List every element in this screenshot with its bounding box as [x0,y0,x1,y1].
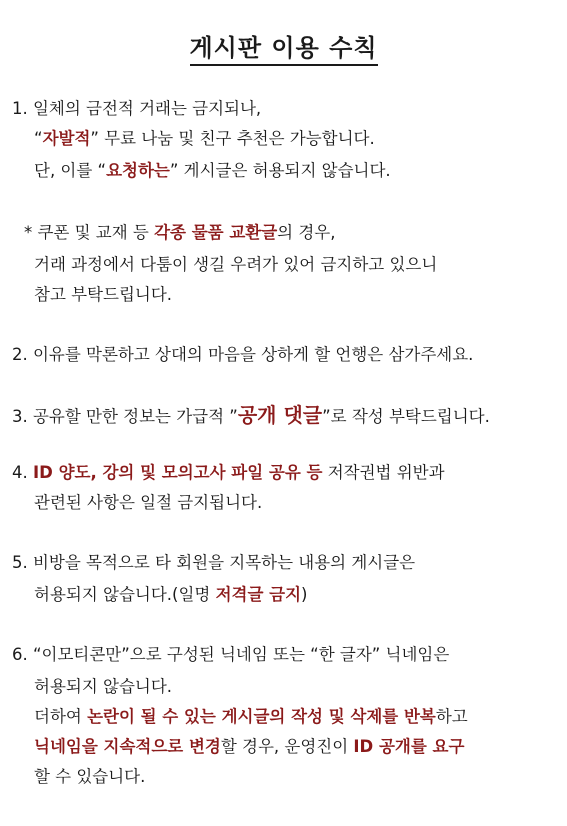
rule-1-highlight-request: 요청하는 [106,161,170,180]
rule-1-text-3a: 단, 이를 “ [34,161,107,180]
rule-6-text-3c: 하고 [435,707,468,726]
rule-4-text-a: 4. [12,463,33,482]
note-text-3: 참고 부탁드립니다. [34,285,173,304]
note-line-3 [34,284,172,306]
rule-1-highlight-voluntary: 자발적 [42,129,91,148]
rule-1-text-2: ” 무료 나눔 및 친구 추천은 가능합니다. [90,129,375,148]
rule-5-text-2c: ) [301,585,308,604]
page-title [0,28,567,63]
rule-3-text-c: ”로 작성 부탁드립니다. [322,407,490,426]
rule-6-text-4b: 할 경우, 운영진이 [220,737,354,756]
rule-6-line-2 [34,676,172,698]
rule-2-text: 2. 이유를 막론하고 상대의 마음을 상하게 할 언행은 삼가주세요. [12,345,474,364]
rule-4-line-2 [34,492,262,514]
rule-1-line-2 [34,128,375,150]
rule-6-text-2: 허용되지 않습니다. [34,677,173,696]
rule-4-text-c: 저작권법 위반과 [322,463,445,482]
rule-6-text: 6. “이모티콘만”으로 구성된 닉네임 또는 “한 글자” 닉네임은 [12,645,450,664]
rule-6-text-3a: 더하여 [34,707,88,726]
rule-1-quote-open: “ [34,129,43,148]
rule-6-line-1 [12,644,449,666]
note-text-1c: 의 경우, [277,223,336,242]
rule-3-line-1 [12,404,490,428]
rule-1-line-3 [34,160,391,182]
rule-3-text-a: 3. 공유할 만한 정보는 가급적 ” [12,407,238,426]
note-text-1a: * 쿠폰 및 교재 등 [24,223,155,242]
note-text-2: 거래 과정에서 다툼이 생길 우려가 있어 금지하고 있으니 [34,255,438,274]
rule-4-line-1 [12,462,445,484]
rule-1-line-1 [12,98,261,120]
rule-6-highlight-id-disclosure: ID 공개를 요구 [353,737,465,756]
rule-6-line-4 [34,736,464,758]
rule-6-highlight-nickname-change: 닉네임을 지속적으로 변경 [34,737,221,756]
rule-6-line-5 [34,766,145,788]
rule-5-line-2 [34,584,307,606]
rule-5-highlight-no-sniping: 저격글 금지 [215,585,302,604]
note-line-1 [24,222,335,244]
rule-5-text-2a: 허용되지 않습니다.(일명 [34,585,216,604]
rule-1-text: 1. 일체의 금전적 거래는 금지되나, [12,99,262,118]
rule-5-line-1 [12,552,415,574]
rule-5-text: 5. 비방을 목적으로 타 회원을 지목하는 내용의 게시글은 [12,553,416,572]
rule-6-highlight-repeat-post: 논란이 될 수 있는 게시글의 작성 및 삭제를 반복 [87,707,436,726]
rule-1-text-3c: ” 게시글은 허용되지 않습니다. [169,161,391,180]
page-title-text: 게시판 이용 수칙 [190,34,378,66]
note-highlight-exchange: 각종 물품 교환글 [154,223,278,242]
rule-4-text-2: 관련된 사항은 일절 금지됩니다. [34,493,263,512]
rule-3-highlight-public-comment: 공개 댓글 [237,403,323,427]
rule-6-text-5: 할 수 있습니다. [34,767,146,786]
rule-6-line-3 [34,706,468,728]
note-line-2 [34,254,437,276]
rule-2-line-1 [12,344,473,366]
rule-4-highlight-id-transfer: ID 양도, 강의 및 모의고사 파일 공유 등 [33,463,323,482]
